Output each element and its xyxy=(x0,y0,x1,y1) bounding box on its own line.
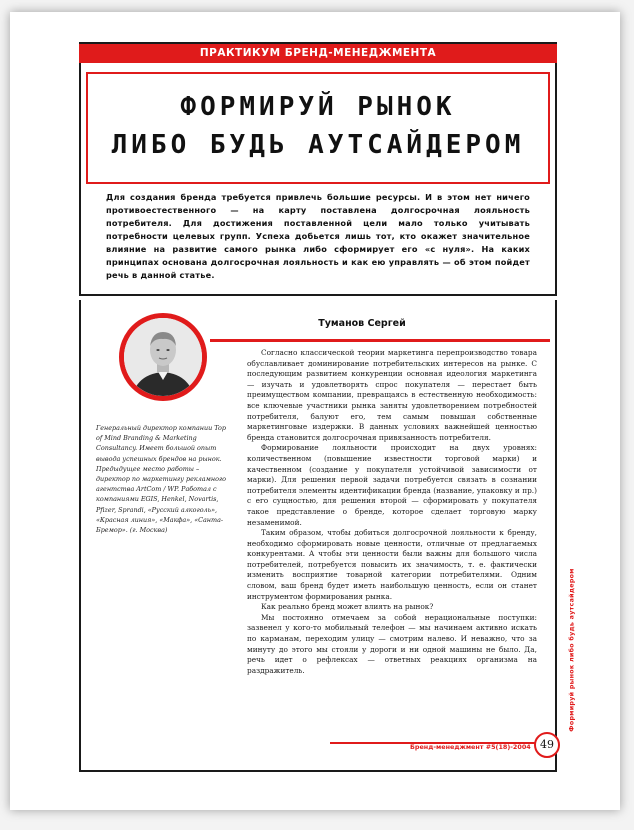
author-photo xyxy=(119,313,207,401)
author-portrait-icon xyxy=(124,318,202,396)
body-paragraph: Таким образом, чтобы добиться долгосрочной лояльности к бренду, необходимо сформировать новые ценности, отличные от предлагаемых конкурентами. А чтобы эти ценности были важны для большого числа потребителей, потребуется повысить их значимость, т. е. фактически изменить восприятие товарной категории потребителями. Одним словом, ваш бренд будет иметь наибольшую ценность, если он станет инструментом формирования рынка. xyxy=(247,528,537,601)
body-paragraph: Как реально бренд может влиять на рынок? xyxy=(261,602,434,612)
page-number: 49 xyxy=(534,732,560,758)
side-title-text: Формируй рынок либо будь аутсайдером xyxy=(568,568,576,732)
article-body xyxy=(247,348,537,676)
author-divider xyxy=(210,339,550,342)
author-name: Туманов Сергей xyxy=(318,318,406,329)
journal-footer: Бренд-менеджмент #5(18)-2004 xyxy=(410,743,531,751)
article-title-line-2: ЛИБО БУДЬ АУТСАЙДЕРОМ xyxy=(111,130,525,160)
lead-paragraph: Для создания бренда требуется привлечь большие ресурсы. И в этом нет ничего противоестественного — на карту поставлена долгосрочная лояльность потребителя. Для достижения поставленной цели мало только учитывать потребности целевых групп. Успеха добьется лишь тот, кто окажет значительное влияние на развитие самого рынка либо сформирует его «с нуля». На каких принципах основана долгосрочная лояльность и как ею управлять — об этом пойдет речь в данной статье. xyxy=(106,192,530,280)
side-running-title xyxy=(566,555,578,745)
author-bio: Генеральный директор компании Top of Mind Branding & Marketing Consultancy. Имеет большой опыт вывода успешных брендов на рынок. Предыдущее место работы – директор по маркетингу рекламного агентства ArtCom / WP. Работал с компаниями EGIS, Henkel, Novartis, Pfizer, Sprandi, «Русский алкоголь», «Красная линия», «Макфа», «Санта-Бремор». (г. Москва) xyxy=(96,424,227,535)
section-banner: ПРАКТИКУМ БРЕНД-МЕНЕДЖМЕНТА xyxy=(79,44,557,63)
title-box xyxy=(86,72,550,184)
article-title-line-1: ФОРМИРУЙ РЫНОК xyxy=(180,92,456,122)
body-paragraph: Формирование лояльности происходит на двух уровнях: количественном (повышение известности торговой марки) и качественном (создание у покупателя устойчивой зависимости от марки). Для решения первой задачи потребуется связать в сознании потребителя элементы идентификации бренда (название, упаковку и пр.) с его сущностью, для решения второй — сформировать у покупателя такое представление о бренде, которое сделает торговую марку незаменимой. xyxy=(247,443,537,527)
body-paragraph: Мы постоянно отмечаем за собой нерациональные поступки: зазвенел у кого-то мобильный телефон — мы начинаем активно искать по карманам, переходим улицу — смотрим налево. И неважно, что за минуту до этого мы стояли у дороги и ни одной машины не было. Да, речь идет о рефлексах — ответных реакциях организма на раздражитель. xyxy=(247,612,537,675)
body-paragraph: Согласно классической теории маркетинга перепроизводство товара обуславливает доминирование потребительских интересов на рынке. С последующим развитием конкуренции основная идеология маркетинга — изучать и удовлетворять спрос покупателя — перестает быть преимуществом компании, превращаясь в естественную необходимость: все ключевые участники рынка заняты удовлетворением потребностей потребителя, балуют его, тем самым повышая собственные маркетинговые издержки. В данных условиях важнейшей ценностью бренда становится долгосрочная привязанность потребителя. xyxy=(247,348,537,442)
